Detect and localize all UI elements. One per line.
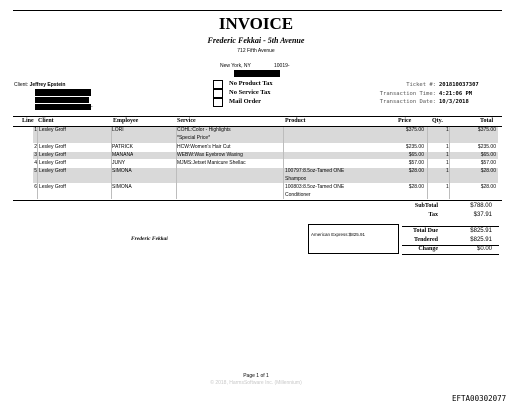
col-line: Line [22,118,34,124]
row-line: 2 [34,144,37,150]
subtotal-value: $788.00 [470,203,492,209]
row-service-note: *Special Price* [177,135,211,141]
row-product-line2: Shampoo [285,176,307,182]
redaction-client-line-1 [35,89,91,96]
row-client: Lesley Groff [39,144,66,150]
total-due-label: Total Due [413,228,438,234]
table-row [33,144,498,151]
row-line: 4 [34,160,37,166]
row-client: Lesley Groff [39,184,66,190]
table-row [33,168,498,183]
store-name: Frederic Fekkai - 5th Avenue [207,36,305,45]
row-line: 1 [34,127,37,133]
col-product: Product [285,118,306,124]
row-line: 5 [34,168,37,174]
table-row [33,160,498,167]
grid-line [427,127,428,199]
row-product: 100797:8.5oz-Tamed ONE [285,168,345,174]
col-price: Price [398,118,412,124]
row-qty: 1 [446,184,449,190]
row-total: $375.00 [477,127,496,133]
row-qty: 1 [446,152,449,158]
row-client: Lesley Groff [39,152,66,158]
page-number: Page 1 of 1 [243,373,269,379]
signature: Frederic Fekkai [131,236,168,242]
col-employee: Employee [113,118,139,124]
grid-line [283,127,284,199]
tax-value: $37.91 [473,212,492,218]
transaction-date-label: Transaction Date: [379,99,436,105]
row-client: Lesley Groff [39,168,66,174]
row-employee: MANANA [112,152,134,158]
table-row [33,152,498,159]
row-price: $28.00 [408,168,424,174]
row-service: HCW:Women's Hair Cut [177,144,231,150]
store-city: New York, NY [220,63,251,69]
col-client: Client [38,118,54,124]
grid-line [37,127,38,199]
bates-number: EFTA00302077 [452,394,507,403]
change-value: $0.00 [476,246,492,252]
tendered-label: Tendered [413,237,438,243]
store-zip: 10019- [274,63,290,69]
row-qty: 1 [446,127,449,133]
row-service: WEBW:Wax Eyebrow Waxing [177,152,243,158]
tendered-value: $825.91 [470,237,492,243]
change-label: Change [418,246,438,252]
table-row [33,127,498,143]
row-service: COHL:Color - Highlights [177,127,231,133]
col-total: Total [480,118,494,124]
row-price: $235.00 [405,144,424,150]
transaction-labels [372,81,436,107]
transaction-time-label: Transaction Time: [379,90,436,97]
row-employee: LORI [112,127,124,133]
total-due-value: $825.91 [470,228,492,234]
payment-method: American Express:$825.91 [311,232,366,237]
col-service: Service [177,118,196,124]
top-rule [13,10,502,11]
totals-rule-bottom [402,254,499,255]
row-employee: PATRICK [112,144,133,150]
invoice-title: INVOICE [218,14,294,33]
row-employee: SIMONA [112,184,132,190]
table-bottom-rule [13,200,502,201]
totals-rule-top [402,226,499,227]
table-top-rule [13,116,502,117]
row-employee: SIMONA [112,168,132,174]
client-name: Jeffrey Epstein [29,82,66,88]
row-total: $65.00 [480,152,496,158]
no-product-tax-checkbox[interactable] [213,80,223,89]
redaction-client-line-3 [35,104,91,110]
row-qty: 1 [446,168,449,174]
row-price: $28.00 [408,184,424,190]
row-price: $65.00 [408,152,424,158]
col-qty: Qty. [432,118,443,124]
row-service: MJMS:Jetset Manicure Shellac [177,160,246,166]
row-product-line2: Conditioner [285,192,311,198]
store-address: 712 Fifth Avenue [237,48,275,54]
row-qty: 1 [446,160,449,166]
row-product: 100803:8.5oz-Tamed ONE [285,184,345,190]
row-total: $235.00 [477,144,496,150]
mail-order-label: Mail Order [229,98,261,105]
transaction-time: 4:21:06 PM [439,90,473,97]
row-price: $57.00 [408,160,424,166]
redaction-client-line-2 [35,97,89,103]
redaction-phone [234,70,280,77]
ticket-number: 201810037307 [439,82,479,88]
no-service-tax-label: No Service Tax [229,89,271,96]
row-total: $28.00 [480,184,496,190]
client-block [14,82,65,88]
no-product-tax-label: No Product Tax [229,80,273,87]
no-service-tax-checkbox[interactable] [213,89,223,98]
row-total: $28.00 [480,168,496,174]
row-line: 3 [34,152,37,158]
ticket-label: Ticket #: [406,82,436,88]
subtotal-label: SubTotal [414,203,438,209]
grid-line [449,127,450,199]
row-client: Lesley Groff [39,127,66,133]
tax-label: Tax [428,212,438,218]
client-label: Client: [14,82,29,88]
grid-line [176,127,177,199]
row-employee: JUNY [112,160,126,166]
table-row [33,184,498,199]
row-price: $375.00 [405,127,424,133]
grid-line [111,127,112,199]
row-client: Lesley Groff [39,160,66,166]
row-total: $57.00 [480,160,496,166]
client-dash: - [91,104,93,110]
row-qty: 1 [446,144,449,150]
row-line: 6 [34,184,37,190]
mail-order-checkbox[interactable] [213,98,223,107]
copyright: © 2018, HarmsSoftware Inc. (Millennium) [210,380,302,386]
transaction-values [439,81,479,107]
transaction-date: 10/3/2018 [439,99,469,105]
